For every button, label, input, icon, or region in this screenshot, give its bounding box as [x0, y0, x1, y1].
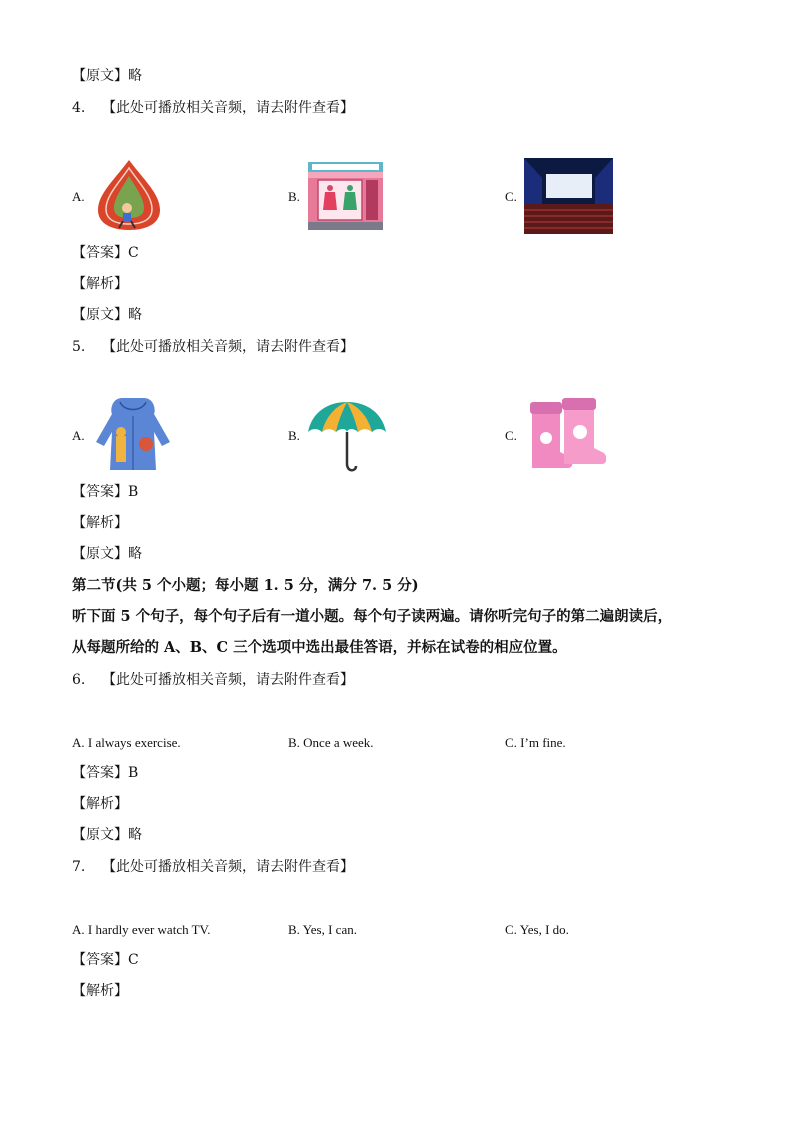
section-title: 第二节(共 5 个小题；每小题 1. 5 分，满分 7. 5 分) — [72, 577, 419, 594]
option-b: B. Yes, I can. — [288, 922, 357, 937]
question-number: 5. — [72, 339, 86, 355]
yuanwen-line: 【原文】略 — [72, 307, 142, 323]
question-5 — [72, 337, 354, 357]
section-instruction: 从每题所给的 A、B、C 三个选项中选出最佳答语，并标在试卷的相应位置。 — [72, 639, 567, 656]
option-c: C. Yes, I do. — [505, 922, 569, 937]
audio-note: 【此处可播放相关音频，请去附件查看】 — [102, 672, 354, 688]
section-instruction: 听下面 5 个句子，每个句子后有一道小题。每个句子读两遍。请你听完句子的第二遍朗读后， — [72, 608, 673, 625]
audio-note: 【此处可播放相关音频，请去附件查看】 — [102, 100, 354, 116]
question-4 — [72, 98, 354, 118]
audio-note: 【此处可播放相关音频，请去附件查看】 — [102, 859, 354, 875]
yuanwen-line: 【原文】略 — [72, 68, 142, 84]
option-c: C. I’m fine. — [505, 735, 566, 750]
option-b-label: B. — [288, 428, 300, 443]
option-a-label: A. — [72, 189, 85, 204]
option-b: B. Once a week. — [288, 735, 374, 750]
option-a-label: A. — [72, 428, 85, 443]
running-track-icon — [94, 158, 164, 232]
question-number: 6. — [72, 672, 86, 688]
analysis-line: 【解析】 — [72, 796, 128, 812]
yuanwen-line: 【原文】略 — [72, 827, 142, 843]
question-7 — [72, 857, 354, 877]
option-c-label: C. — [505, 189, 517, 204]
yuanwen-line: 【原文】略 — [72, 546, 142, 562]
question-number: 7. — [72, 859, 86, 875]
umbrella-icon — [306, 398, 388, 474]
clothing-store-icon — [308, 162, 383, 230]
answer-line: 【答案】B — [72, 484, 139, 500]
answer-line: 【答案】C — [72, 245, 139, 261]
question-6 — [72, 670, 354, 690]
answer-line: 【答案】B — [72, 765, 139, 781]
audio-note: 【此处可播放相关音频，请去附件查看】 — [102, 339, 354, 355]
option-b-label: B. — [288, 189, 300, 204]
analysis-line: 【解析】 — [72, 276, 128, 292]
rain-boots-icon — [522, 396, 606, 474]
cinema-icon — [524, 158, 613, 234]
raincoat-icon — [92, 396, 174, 472]
option-a: A. I hardly ever watch TV. — [72, 922, 211, 937]
option-c-label: C. — [505, 428, 517, 443]
analysis-line: 【解析】 — [72, 983, 128, 999]
analysis-line: 【解析】 — [72, 515, 128, 531]
question-number: 4. — [72, 100, 86, 116]
answer-line: 【答案】C — [72, 952, 139, 968]
option-a: A. I always exercise. — [72, 735, 181, 750]
